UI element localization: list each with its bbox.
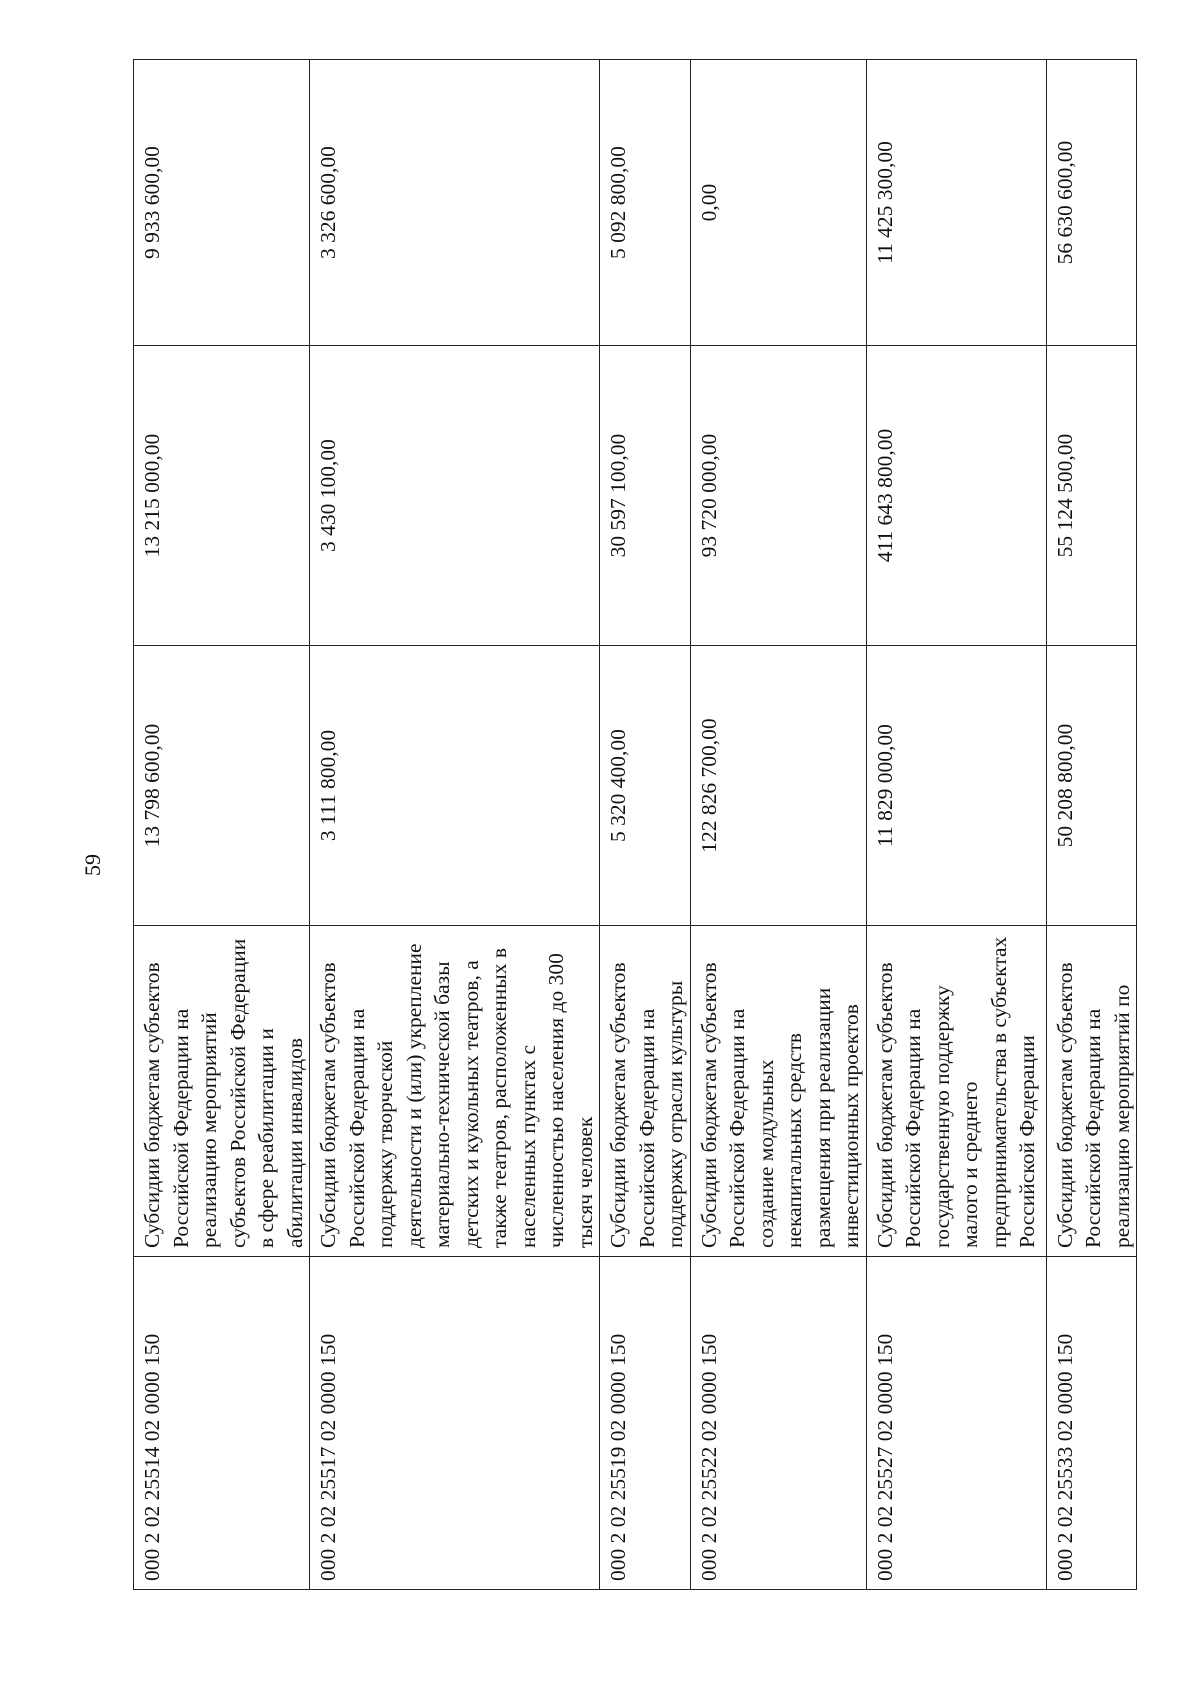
table-row [690, 60, 866, 1590]
amount-year1-cell: 13 798 600,00 [134, 646, 310, 926]
amount-year1-cell: 50 208 800,00 [1046, 646, 1137, 926]
table-row [1046, 60, 1137, 1590]
amount-year3-cell: 56 630 600,00 [1046, 60, 1137, 346]
amount-year2-cell: 13 215 000,00 [134, 346, 310, 646]
income-name-cell: Субсидии бюджетам субъектов Российской Федерации на создание модульных некапитальных средств размещения при реализации инвестиционных проектов [690, 926, 866, 1257]
amount-year1-cell: 11 829 000,00 [866, 646, 1046, 926]
amount-year1-cell: 5 320 400,00 [600, 646, 691, 926]
budget-code-cell: 000 2 02 25517 02 0000 150 [310, 1257, 600, 1590]
table-row [134, 60, 310, 1590]
amount-year2-cell: 93 720 000,00 [690, 346, 866, 646]
amount-year1-cell: 3 111 800,00 [310, 646, 600, 926]
income-name-cell: Субсидии бюджетам субъектов Российской Федерации на реализацию мероприятий по [1046, 926, 1137, 1257]
budget-code-cell: 000 2 02 25514 02 0000 150 [134, 1257, 310, 1590]
amount-year2-cell: 3 430 100,00 [310, 346, 600, 646]
amount-year1-cell: 122 826 700,00 [690, 646, 866, 926]
budget-code-cell: 000 2 02 25519 02 0000 150 [600, 1257, 691, 1590]
amount-year3-cell: 9 933 600,00 [134, 60, 310, 346]
amount-year2-cell: 411 643 800,00 [866, 346, 1046, 646]
income-name-cell: Субсидии бюджетам субъектов Российской Федерации на государственную поддержку малого и среднего предпринимательства в субъектах Российской Федерации [866, 926, 1046, 1257]
table-row [310, 60, 600, 1590]
budget-table [133, 59, 1137, 1590]
budget-table-container [133, 60, 1134, 1590]
income-name-cell: Субсидии бюджетам субъектов Российской Федерации на поддержку отрасли культуры [600, 926, 691, 1257]
amount-year3-cell: 5 092 800,00 [600, 60, 691, 346]
budget-code-cell: 000 2 02 25527 02 0000 150 [866, 1257, 1046, 1590]
budget-code-cell: 000 2 02 25522 02 0000 150 [690, 1257, 866, 1590]
page-number: 59 [80, 854, 105, 876]
amount-year3-cell: 0,00 [690, 60, 866, 346]
amount-year2-cell: 55 124 500,00 [1046, 346, 1137, 646]
amount-year3-cell: 11 425 300,00 [866, 60, 1046, 346]
table-row [600, 60, 691, 1590]
income-name-cell: Субсидии бюджетам субъектов Российской Федерации на реализацию мероприятий субъектов Российской Федерации в сфере реабилитации и абилитации инвалидов [134, 926, 310, 1257]
budget-code-cell: 000 2 02 25533 02 0000 150 [1046, 1257, 1137, 1590]
amount-year2-cell: 30 597 100,00 [600, 346, 691, 646]
table-row [866, 60, 1046, 1590]
amount-year3-cell: 3 326 600,00 [310, 60, 600, 346]
income-name-cell: Субсидии бюджетам субъектов Российской Федерации на поддержку творческой деятельности и (или) укрепление материально-технической базы детских и кукольных театров, а также театров, расположенных в населенных пунктах с численностью населения до 300 тысяч человек [310, 926, 600, 1257]
